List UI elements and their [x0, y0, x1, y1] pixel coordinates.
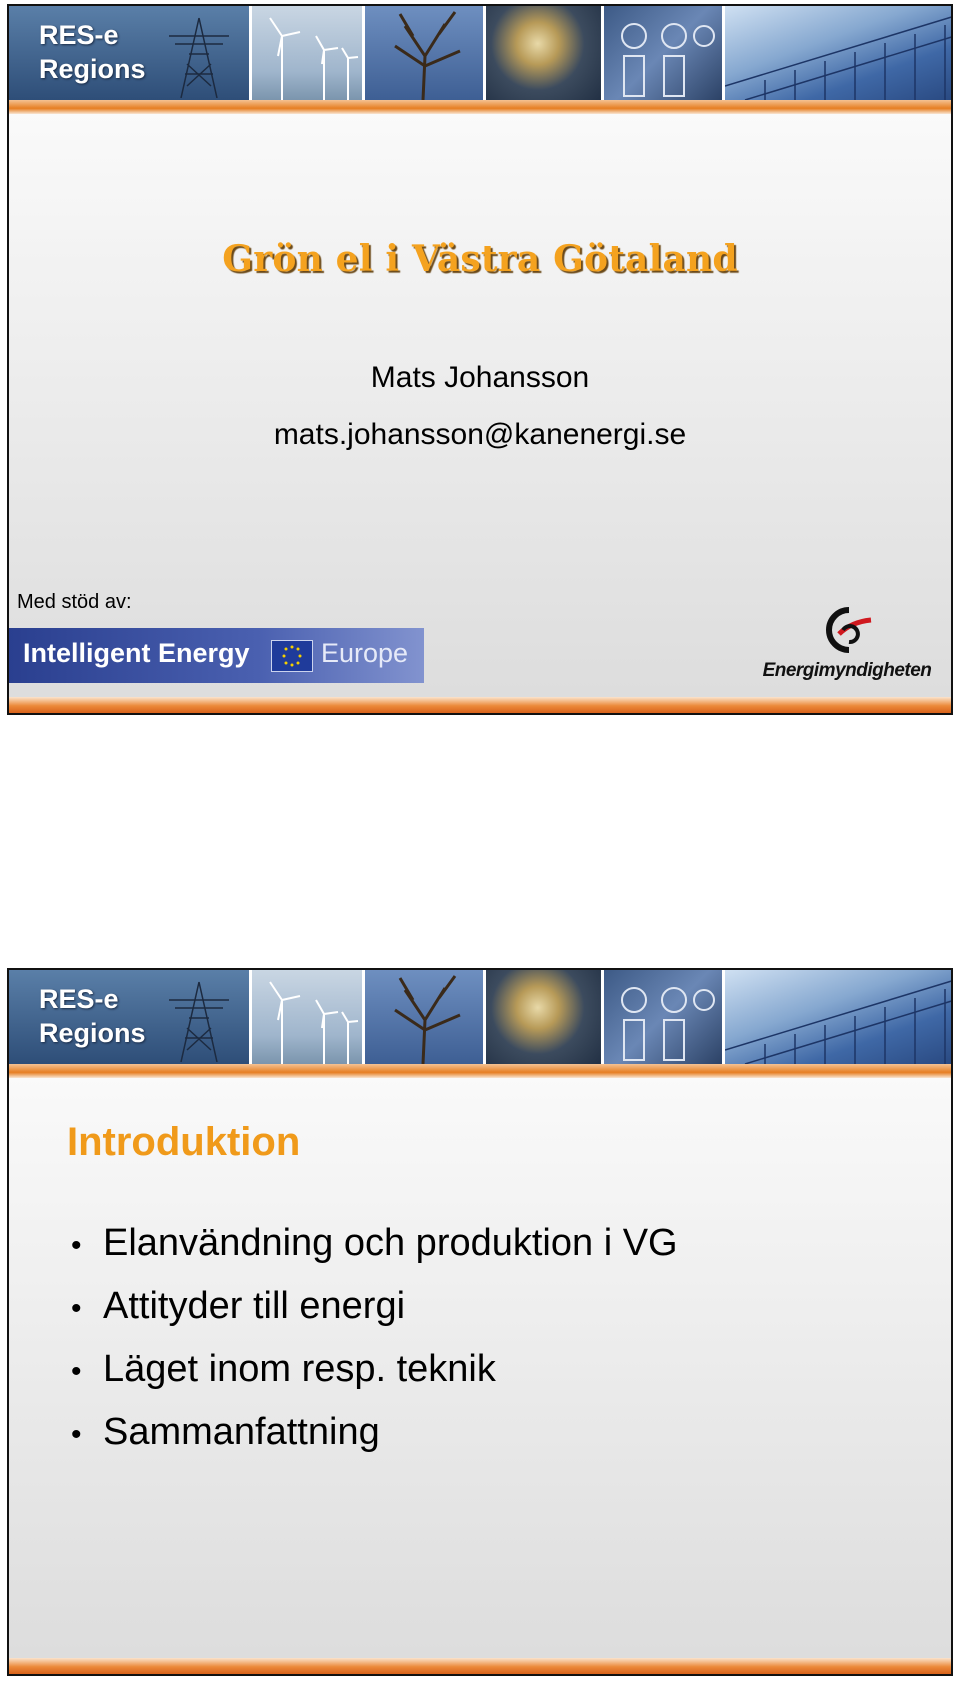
wind-turbines-photo	[249, 970, 362, 1064]
slide-header-banner	[9, 6, 951, 100]
bullet-text: Attityder till energi	[103, 1285, 406, 1327]
bullet-text: Sammanfattning	[103, 1411, 380, 1453]
list-item	[71, 1402, 678, 1465]
bullet-list	[71, 1213, 678, 1465]
bullet-icon: •	[71, 1229, 82, 1262]
list-item	[71, 1213, 678, 1276]
logo-line-2: Regions	[39, 54, 146, 84]
ship-propeller-photo	[483, 6, 601, 100]
slide-title: Introduktion	[67, 1120, 301, 1164]
iee-logo-europe-text: Europe	[321, 638, 409, 668]
res-e-regions-logo	[9, 970, 249, 1064]
iee-logo-text: Intelligent Energy	[23, 638, 250, 668]
power-pylon-icon	[159, 14, 239, 98]
tree-photo	[362, 970, 483, 1064]
header-orange-bar	[9, 100, 951, 114]
list-item	[71, 1276, 678, 1339]
slide-header-banner	[9, 970, 951, 1064]
footer-orange-bar	[9, 697, 951, 713]
eu-flag-icon	[271, 640, 313, 672]
tree-photo	[362, 6, 483, 100]
solar-panel-facade-photo	[722, 970, 951, 1064]
energimyndigheten-emblem-icon	[817, 604, 877, 654]
bullet-icon: •	[71, 1355, 82, 1388]
power-pylon-icon	[159, 978, 239, 1062]
engine-parts-photo	[601, 6, 722, 100]
bullet-icon: •	[71, 1292, 82, 1325]
slide-2	[7, 968, 953, 1676]
list-item	[71, 1339, 678, 1402]
res-e-regions-logo	[9, 6, 249, 100]
support-label: Med stöd av:	[17, 591, 132, 613]
energimyndigheten-logo-text: Energimyndigheten	[762, 660, 932, 681]
bullet-text: Elanvändning och produktion i VG	[103, 1222, 678, 1264]
footer-orange-bar	[9, 1658, 951, 1674]
wind-turbines-photo	[249, 6, 362, 100]
logo-line-1: RES-e	[39, 20, 119, 50]
logo-line-2: Regions	[39, 1018, 146, 1048]
energimyndigheten-logo	[757, 604, 937, 684]
header-orange-bar	[9, 1064, 951, 1078]
solar-panel-facade-photo	[722, 6, 951, 100]
logo-line-1: RES-e	[39, 984, 119, 1014]
intelligent-energy-europe-logo	[9, 628, 424, 683]
author-name: Mats Johansson	[370, 361, 590, 394]
bullet-text: Läget inom resp. teknik	[103, 1348, 496, 1390]
ship-propeller-photo	[483, 970, 601, 1064]
author-email: mats.johansson@kanenergi.se	[273, 418, 687, 451]
slide-1	[7, 4, 953, 715]
slide-title: Grön el i Västra Götaland	[222, 238, 738, 280]
bullet-icon: •	[71, 1418, 82, 1451]
engine-parts-photo	[601, 970, 722, 1064]
